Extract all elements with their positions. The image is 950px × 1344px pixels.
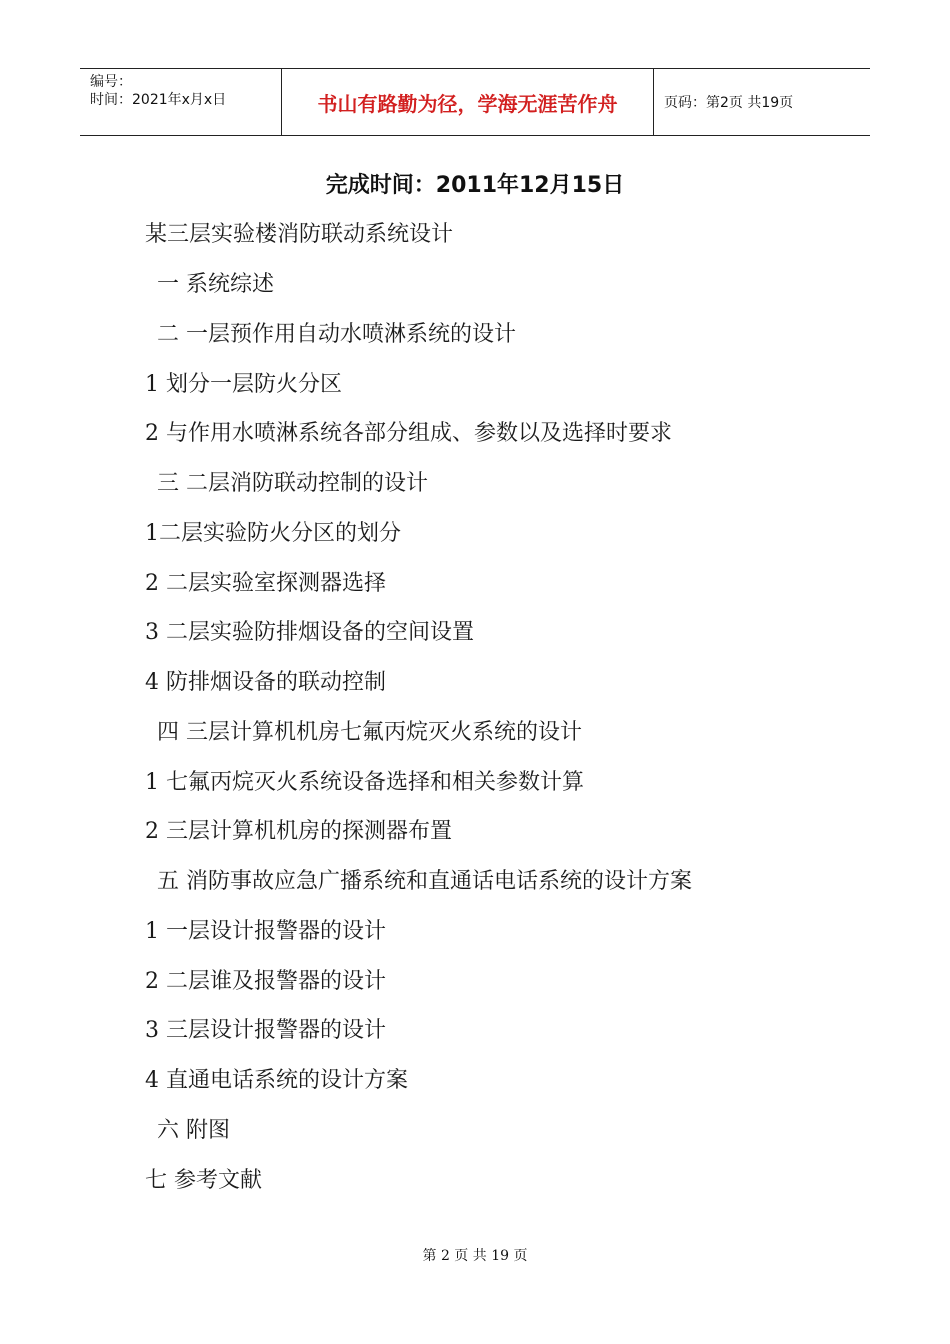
header-middle-cell — [282, 69, 654, 135]
page-header — [80, 68, 870, 136]
page-footer-number: 第 2 页 共 19 页 — [422, 1248, 528, 1264]
toc-line-section-5: 五 消防事故应急广播系统和直通话电话系统的设计方案 — [157, 869, 692, 894]
document-time-label: 时间：2021年x月x日 — [90, 92, 227, 108]
header-motto: 书山有路勤为径，学海无涯苦作舟 — [317, 92, 618, 116]
toc-line-project-title: 某三层实验楼消防联动系统设计 — [145, 222, 454, 247]
completion-time-title: 完成时间：2011年12月15日 — [325, 173, 625, 198]
header-page-info: 页码：第2页 共19页 — [664, 95, 794, 111]
toc-line-section-1: 一 系统综述 — [157, 272, 274, 297]
toc-line-5-2: 2 二层谁及报警器的设计 — [145, 969, 386, 994]
header-left-cell — [80, 69, 282, 135]
toc-line-2-2: 2 与作用水喷淋系统各部分组成、参数以及选择时要求 — [145, 421, 672, 446]
toc-line-4-2: 2 三层计算机机房的探测器布置 — [145, 819, 452, 844]
toc-line-2-1: 1 划分一层防火分区 — [145, 372, 342, 397]
document-number-label: 编号： — [90, 74, 132, 90]
toc-line-3-4: 4 防排烟设备的联动控制 — [145, 670, 386, 695]
toc-line-section-7: 七 参考文献 — [145, 1168, 262, 1193]
toc-line-section-6: 六 附图 — [157, 1118, 230, 1143]
toc-line-section-4: 四 三层计算机机房七氟丙烷灭火系统的设计 — [157, 720, 582, 745]
toc-line-section-2: 二 一层预作用自动水喷淋系统的设计 — [157, 322, 516, 347]
toc-line-3-1: 1二层实验防火分区的划分 — [145, 521, 401, 546]
toc-line-3-2: 2 二层实验室探测器选择 — [145, 571, 386, 596]
toc-line-5-1: 1 一层设计报警器的设计 — [145, 919, 386, 944]
toc-line-section-3: 三 二层消防联动控制的设计 — [157, 471, 428, 496]
toc-line-4-1: 1 七氟丙烷灭火系统设备选择和相关参数计算 — [145, 770, 584, 795]
toc-line-3-3: 3 二层实验防排烟设备的空间设置 — [145, 620, 474, 645]
header-right-cell — [654, 69, 870, 135]
toc-line-5-3: 3 三层设计报警器的设计 — [145, 1018, 386, 1043]
toc-line-5-4: 4 直通电话系统的设计方案 — [145, 1068, 408, 1093]
